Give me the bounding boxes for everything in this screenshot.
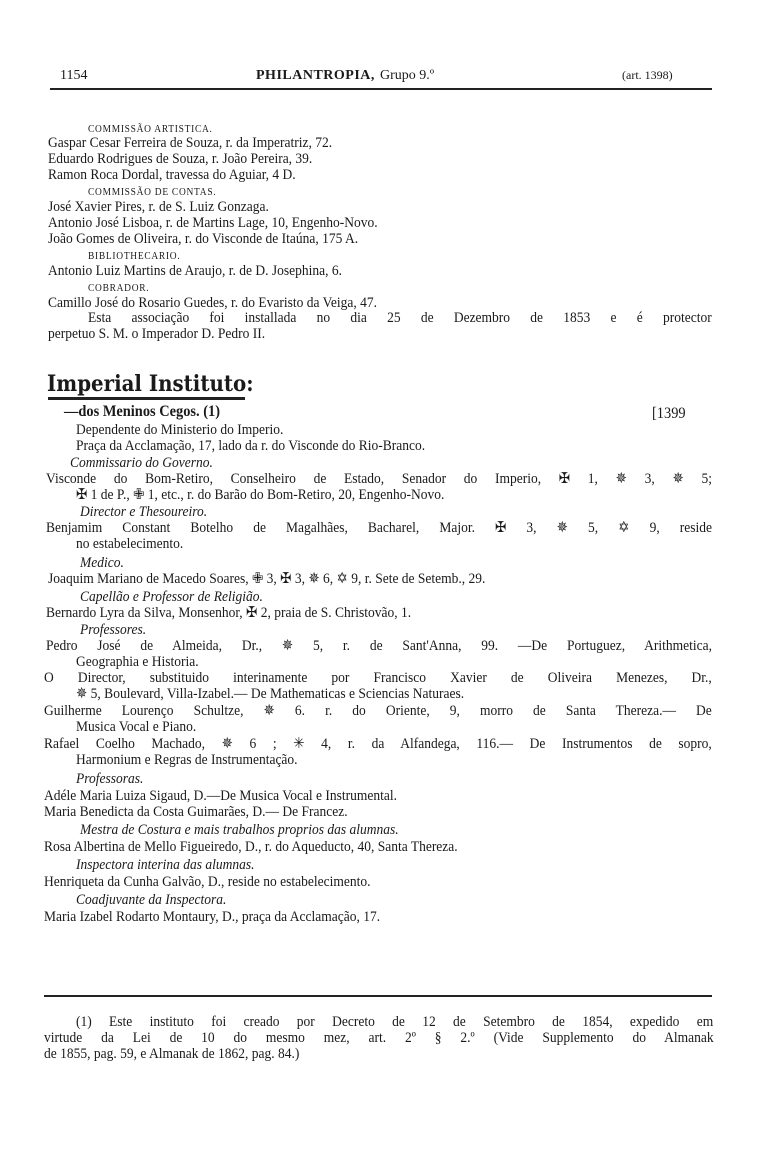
subheading: COBRADOR. <box>88 283 150 294</box>
entry: Gaspar Cesar Ferreira de Souza, r. da Imperatriz, 72. <box>48 135 333 151</box>
entry: no estabelecimento. <box>76 536 184 552</box>
entry: João Gomes de Oliveira, r. do Visconde de Itaúna, 175 A. <box>48 231 359 247</box>
paragraph-line: perpetuo S. M. o Imperador D. Pedro II. <box>48 326 266 342</box>
role-heading: Professoras. <box>76 771 144 787</box>
entry: Henriqueta da Cunha Galvão, D., reside no estabelecimento. <box>44 874 371 890</box>
entry: Antonio José Lisboa, r. de Martins Lage, 10, Engenho-Novo. <box>48 215 378 231</box>
entry: Camillo José do Rosario Guedes, r. do Evaristo da Veiga, 47. <box>48 295 377 311</box>
entry: Visconde do Bom-Retiro, Conselheiro de Estado, Senador do Imperio, ✠ 1, ✵ 3, ✵ 5; <box>46 471 712 487</box>
subheading: —dos Meninos Cegos. (1) <box>64 403 221 420</box>
entry: José Xavier Pires, r. de S. Luiz Gonzaga. <box>48 199 269 215</box>
entry: Rafael Coelho Machado, ✵ 6 ; ✳ 4, r. da Alfandega, 116.— De Instrumentos de sopro, <box>44 736 712 752</box>
group-label: Grupo 9.º <box>380 68 435 83</box>
role-heading: Capellão e Professor de Religião. <box>80 589 263 605</box>
article-ref: (art. 1398) <box>622 68 673 82</box>
running-title: PHILANTROPIA, <box>256 68 375 83</box>
header-rule <box>50 88 712 90</box>
entry: Dependente do Ministerio do Imperio. <box>76 422 284 438</box>
entry: Bernardo Lyra da Silva, Monsenhor, ✠ 2, praia de S. Christovão, 1. <box>46 605 412 621</box>
entry: ✵ 5, Boulevard, Villa-Izabel.— De Mathematicas e Sciencias Naturaes. <box>76 686 465 702</box>
section-heading: Imperial Instituto: <box>47 371 254 397</box>
entry: Eduardo Rodrigues de Souza, r. João Pereira, 39. <box>48 151 313 167</box>
entry: Musica Vocal e Piano. <box>76 719 197 735</box>
entry: Rosa Albertina de Mello Figueiredo, D., r. do Aqueducto, 40, Santa Thereza. <box>44 839 458 855</box>
entry: O Director, substituido interinamente por Francisco Xavier de Oliveira Menezes, Dr., <box>44 670 712 686</box>
paragraph-line: Esta associação foi installada no dia 25 de Dezembro de 1853 e é protector <box>88 310 712 326</box>
role-heading: Coadjuvante da Inspectora. <box>76 892 227 908</box>
page-number: 1154 <box>60 68 88 83</box>
subheading: BIBLIOTHECARIO. <box>88 251 181 262</box>
entry: Joaquim Mariano de Macedo Soares, ✙ 3, ✠ 3, ✵ 6, ✡ 9, r. Sete de Setemb., 29. <box>48 571 486 587</box>
entry: Maria Izabel Rodarto Montaury, D., praça da Acclamação, 17. <box>44 909 381 925</box>
role-heading: Commissario do Governo. <box>70 455 213 471</box>
subheading: COMMISSÃO ARTISTICA. <box>88 124 213 135</box>
entry: Maria Benedicta da Costa Guimarães, D.— De Francez. <box>44 804 348 820</box>
entry: ✠ 1 de P., ✙ 1, etc., r. do Barão do Bom-Retiro, 20, Engenho-Novo. <box>76 487 445 503</box>
entry-number: [1399 <box>652 405 686 422</box>
heading-rule <box>48 397 245 400</box>
footnote-line: de 1855, pag. 59, e Almanak de 1862, pag. 84.) <box>44 1046 300 1062</box>
entry: Harmonium e Regras de Instrumentação. <box>76 752 298 768</box>
subheading: COMMISSÃO DE CONTAS. <box>88 187 217 198</box>
role-heading: Mestra de Costura e mais trabalhos proprios das alumnas. <box>80 822 399 838</box>
footnote-line: virtude da Lei de 10 do mesmo mez, art. 2º § 2.º (Vide Supplemento do Almanak <box>44 1030 714 1046</box>
entry: Adéle Maria Luiza Sigaud, D.—De Musica Vocal e Instrumental. <box>44 788 398 804</box>
entry: Praça da Acclamação, 17, lado da r. do Visconde do Rio-Branco. <box>76 438 426 454</box>
entry: Antonio Luiz Martins de Araujo, r. de D. Josephina, 6. <box>48 263 342 279</box>
footnote-line: (1) Este instituto foi creado por Decreto de 12 de Setembro de 1854, expedido em <box>76 1014 714 1030</box>
role-heading: Medico. <box>80 555 124 571</box>
entry: Geographia e Historia. <box>76 654 199 670</box>
entry: Ramon Roca Dordal, travessa do Aguiar, 4 D. <box>48 167 296 183</box>
entry: Pedro José de Almeida, Dr., ✵ 5, r. de Sant'Anna, 99. —De Portuguez, Arithmetica, <box>46 638 712 654</box>
entry: Guilherme Lourenço Schultze, ✵ 6. r. do Oriente, 9, morro de Santa Thereza.— De <box>44 703 712 719</box>
role-heading: Inspectora interina das alumnas. <box>76 857 255 873</box>
entry: Benjamim Constant Botelho de Magalhães, Bacharel, Major. ✠ 3, ✵ 5, ✡ 9, reside <box>46 520 712 536</box>
footnote-rule <box>44 995 712 997</box>
role-heading: Director e Thesoureiro. <box>80 504 208 520</box>
role-heading: Professores. <box>80 622 147 638</box>
